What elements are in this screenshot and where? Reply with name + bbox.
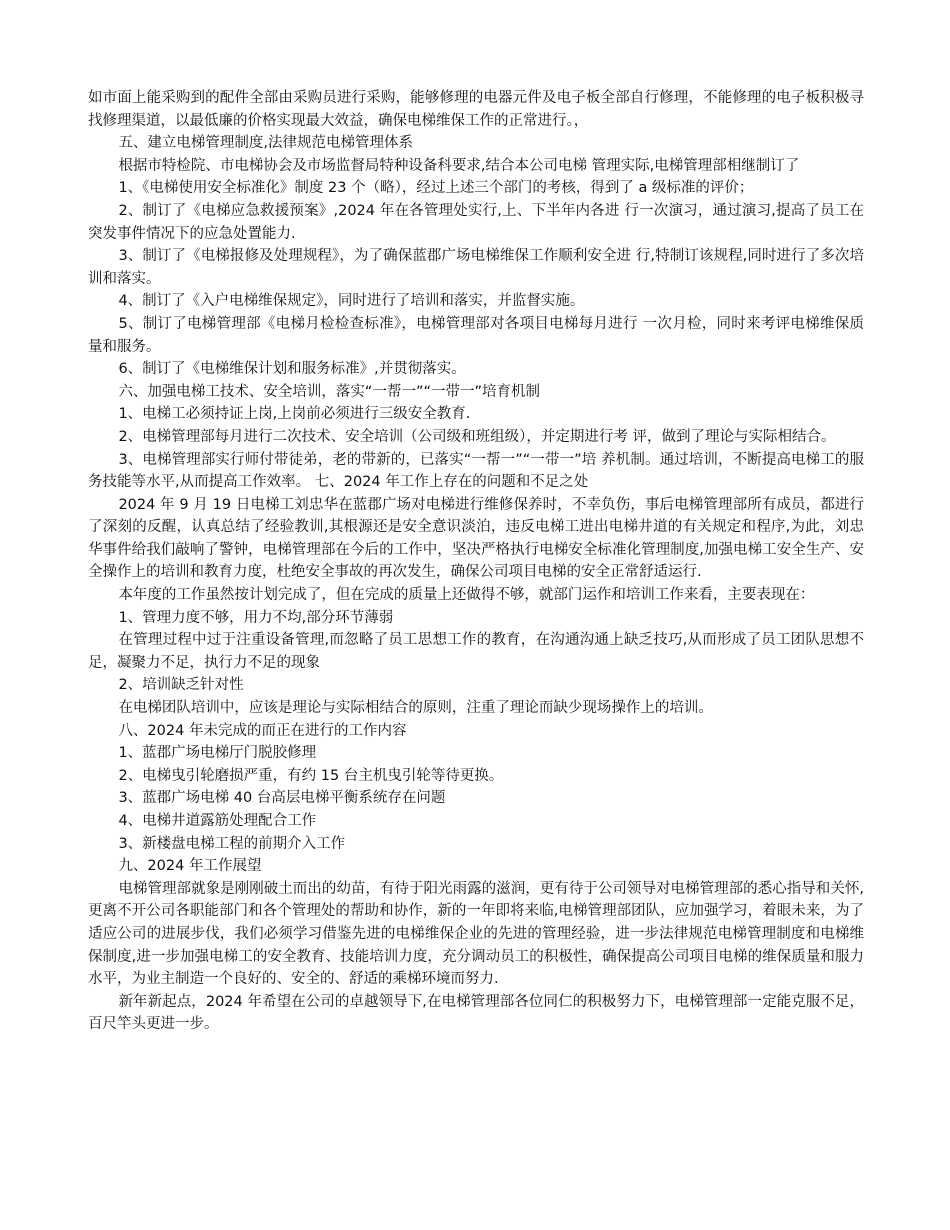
- paragraph: 4、制订了《入户电梯维保规定》，同时进行了培训和落实，并监督实施。: [118, 293, 585, 310]
- paragraph: 九、2024 年工作展望: [118, 858, 262, 875]
- paragraph: 电梯管理部就象是刚刚破土而出的幼苗，有待于阳光雨露的滋润，更有待于公司领导对电梯管理部的悉心指导和关怀,更离不开公司各职能部门和各个管理处的帮助和协作，新的一年即将来临,电梯管理部团队，应加强学习，着眼未来，为了适应公司的进展步伐，我们必须学习借鉴先进的电梯维保企业的先进的管理经验，进一步法律规范电梯管理制度和电梯维保制度,进一步加强电梯工的安全教育、技能培训力度，充分调动员工的积极性，确保提高公司项目电梯的维保质量和服力水平，为业主制造一个良好的、安全的、舒适的乘梯环境而努力.: [88, 880, 864, 988]
- paragraph: 1、管理力度不够，用力不均,部分环节薄弱: [118, 609, 394, 626]
- paragraph: 3、制订了《电梯报修及处理规程》，为了确保蓝郡广场电梯维保工作顺利安全进 行,特制订该规程,同时进行了多次培训和落实。: [88, 248, 864, 287]
- paragraph: 2、电梯曳引轮磨损严重，有约 15 台主机曳引轮等待更换。: [118, 767, 504, 784]
- paragraph: 在管理过程中过于注重设备管理,而忽略了员工思想工作的教育，在沟通沟通上缺乏技巧,从而形成了员工团队思想不足，凝聚力不足，执行力不足的现象: [88, 632, 864, 671]
- paragraph: 2024 年 9 月 19 日电梯工刘忠华在蓝郡广场对电梯进行维修保养时，不幸负伤，事后电梯管理部所有成员，都进行了深刻的反醒，认真总结了经验教训,其根源还是安全意识淡泊，违反电梯工进出电梯井道的有关规定和程序,为此，刘忠华事件给我们敲响了警钟，电梯管理部在今后的工作中，坚决严格执行电梯安全标准化管理制度,加强电梯工安全生产、安全操作上的培训和教育力度，杜绝安全事故的再次发生，确保公司项目电梯的安全正常舒适运行.: [88, 496, 864, 581]
- paragraph: 新年新起点，2024 年希望在公司的卓越领导下,在电梯管理部各位同仁的积极努力下，电梯管理部一定能克服不足，百尺竿头更进一步。: [88, 993, 864, 1033]
- paragraph: 在电梯团队培训中，应该是理论与实际相结合的原则，注重了理论而缺少现场操作上的培训。: [118, 700, 713, 717]
- paragraph: 六、加强电梯工技术、安全培训，落实“一帮一”“一带一”培育机制: [118, 383, 540, 400]
- paragraph: 1、《电梯使用安全标准化》制度 23 个（略），经过上述三个部门的考核，得到了 a 级标准的评价；: [118, 180, 754, 197]
- paragraph: 6、制订了《电梯维保计划和服务标准》,并贯彻落实。: [118, 361, 466, 378]
- paragraph: 1、蓝郡广场电梯厅门脱胶修理: [118, 745, 317, 762]
- document-body: [88, 87, 864, 1036]
- paragraph: 五、建立电梯管理制度,法律规范电梯管理体系: [118, 135, 414, 152]
- paragraph: 3、新楼盘电梯工程的前期介入工作: [118, 835, 346, 852]
- paragraph: 3、蓝郡广场电梯 40 台高层电梯平衡系统存在问题: [118, 790, 446, 807]
- paragraph: 2、培训缺乏针对性: [118, 677, 244, 694]
- paragraph: 八、2024 年未完成的而正在进行的工作内容: [118, 722, 407, 739]
- paragraph: 2、电梯管理部每月进行二次技术、安全培训（公司级和班组级），并定期进行考 评，做到了理论与实际相结合。: [118, 428, 836, 445]
- paragraph: 根据市特检院、市电梯协会及市场监督局特种设备科要求,结合本公司电梯 管理实际,电梯管理部相继制订了: [118, 157, 800, 174]
- paragraph: 2、制订了《电梯应急救援预案》,2024 年在各管理处实行,上、下半年内各进 行一次演习，通过演习,提高了员工在突发事件情况下的应急处置能力.: [88, 202, 864, 242]
- paragraph: 如市面上能采购到的配件全部由采购员进行采购，能够修理的电器元件及电子板全部自行修理，不能修理的电子板积极寻找修理渠道，以最低廉的价格实现最大效益，确保电梯维保工作的正常进行。，: [88, 90, 864, 129]
- paragraph: 3、电梯管理部实行师付带徒弟，老的带新的，已落实“一帮一”“一带一”培 养机制。通过培训，不断提高电梯工的服务技能等水平,从而提高工作效率。 七、2024 年工作上存在的问题和不足之处: [88, 451, 864, 491]
- paragraph: 4、电梯井道露筋处理配合工作: [118, 813, 317, 829]
- paragraph: 本年度的工作虽然按计划完成了，但在完成的质量上还做得不够，就部门运作和培训工作来看，主要表现在：: [118, 587, 815, 604]
- paragraph: 1、电梯工必须持证上岗,上岗前必须进行三级安全教育.: [118, 406, 471, 423]
- paragraph: 5、制订了电梯管理部《电梯月检检查标准》，电梯管理部对各项目电梯每月进行 一次月检，同时来考评电梯维保质量和服务。: [88, 315, 864, 355]
